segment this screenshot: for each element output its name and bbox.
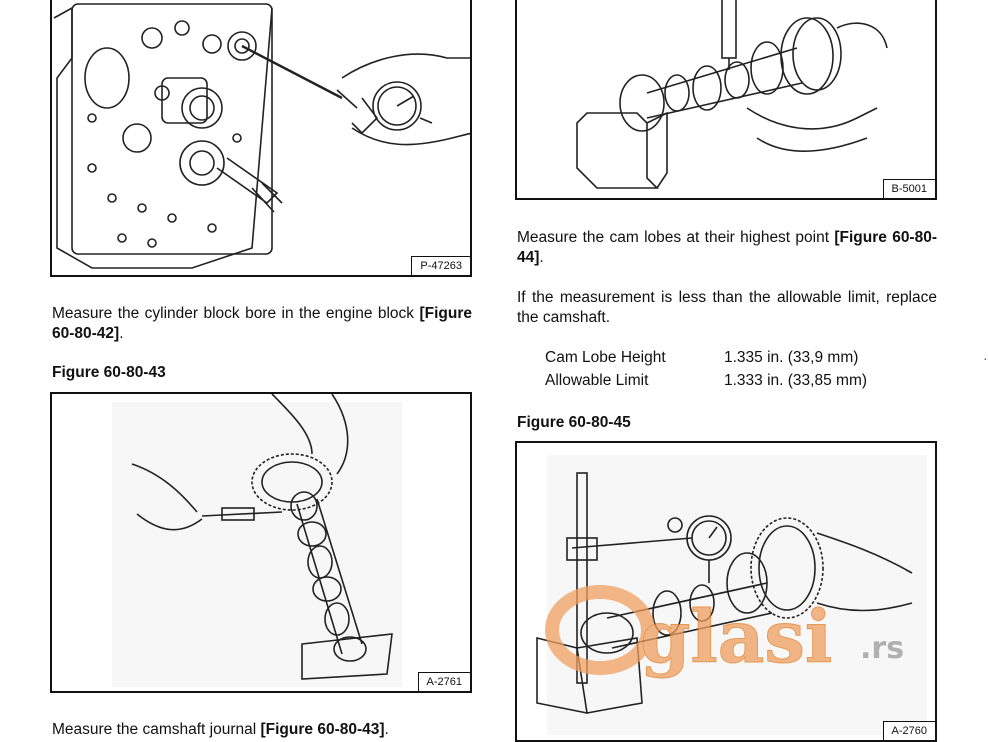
paragraph-text: Measure the cylinder block bore in the engine block [52, 305, 420, 322]
paragraph-end: . [119, 325, 124, 342]
camshaft-journal-illustration [52, 394, 472, 693]
paragraph-end: . [384, 721, 389, 738]
figure-id-label: P-47263 [411, 256, 471, 276]
figure-a2761 [50, 392, 472, 693]
figure-a2760 [515, 441, 937, 742]
figure-caption: Figure 60-80-43 [52, 364, 166, 381]
paragraph-text: If the measurement is less than the allowable limit, replace the camshaft. [517, 289, 937, 326]
spec-label: Allowable Limit [545, 372, 649, 389]
spec-value: 1.333 in. (33,85 mm) [724, 372, 868, 389]
figure-b5001 [515, 0, 937, 200]
figure-reference[interactable]: [Figure 60-80-44] [517, 229, 938, 266]
figure-id-label: A-2761 [418, 672, 471, 692]
camshaft-dial-indicator-illustration [517, 443, 937, 742]
figure-id-label: B-5001 [883, 179, 936, 199]
paragraph-camshaft-journal [52, 720, 472, 740]
paragraph-end: . [539, 249, 544, 266]
paragraph-text: Measure the camshaft journal [52, 721, 261, 738]
engine-block-illustration [52, 0, 472, 277]
spec-label: Cam Lobe Height [545, 349, 666, 366]
watermark-brand: glasi [640, 594, 833, 679]
paragraph-replace-camshaft [517, 288, 937, 328]
paragraph-cam-lobes [517, 228, 937, 268]
watermark-suffix: .rs [860, 631, 905, 666]
paragraph-text: Measure the cam lobes at their highest point [517, 229, 835, 246]
figure-id-label: A-2760 [883, 721, 936, 741]
spec-value: 1.335 in. (33,9 mm) [724, 349, 859, 366]
figure-p47263 [50, 0, 472, 277]
paragraph-cylinder-bore [52, 304, 472, 344]
figure-caption: Figure 60-80-45 [517, 414, 631, 431]
figure-reference[interactable]: [Figure 60-80-43] [260, 721, 385, 738]
figure-reference[interactable]: [Figure 60-80-42] [52, 305, 472, 342]
edge-fragment: · [983, 350, 988, 366]
cam-lobe-micrometer-illustration [517, 0, 937, 200]
